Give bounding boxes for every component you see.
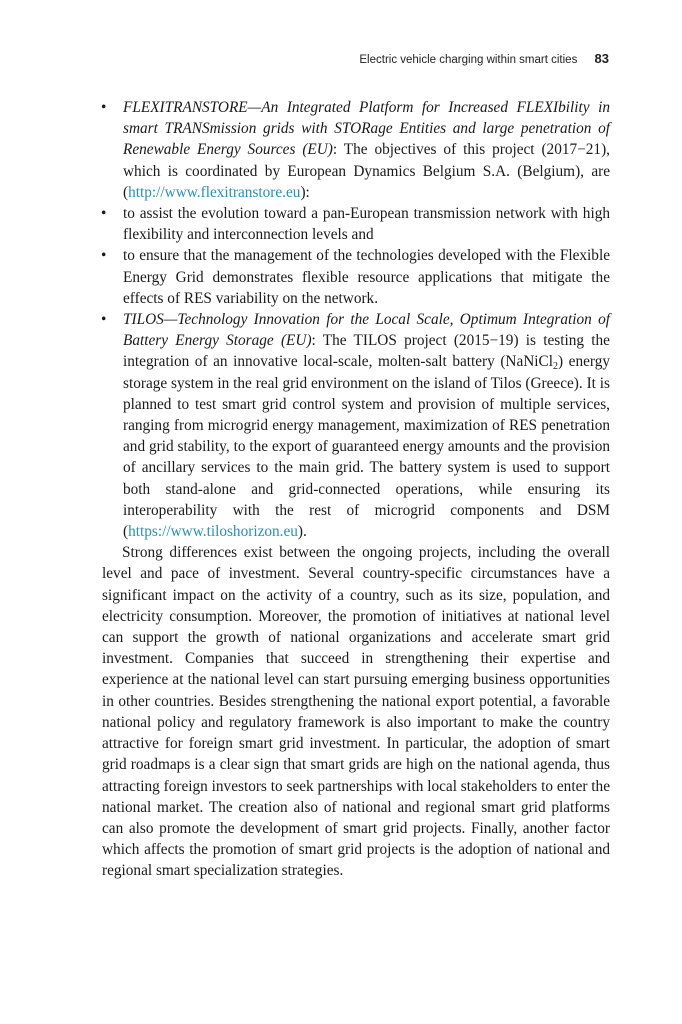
bullet-text: : The TILOS project (2015−19) is testing the integration of an innovative local-scale, molten-salt battery (NaNiCl: [123, 332, 610, 371]
running-header: [0, 51, 609, 66]
subscript: 2: [553, 361, 559, 373]
bullet-flexible-grid: [102, 245, 610, 309]
bullet-text: : The objectives of this project (2017−21), which is coordinated by European Dynamics Belgium S.A. (Belgium), are (: [123, 141, 610, 201]
bullet-marker: •: [101, 205, 107, 223]
project-title: FLEXITRANSTORE—An Integrated Platform for Increased FLEXIbility in smart TRANSmission grids with STORage Entities and large penetration of Renewable Energy Sources (EU): [123, 99, 610, 159]
bullet-marker: •: [101, 247, 107, 265]
bullet-tail: ):: [300, 183, 310, 201]
bullet-pan-european: [102, 203, 610, 245]
flexitranstore-link[interactable]: http://www.flexitranstore.eu: [128, 183, 301, 201]
tilos-link[interactable]: https://www.tiloshorizon.eu: [128, 523, 298, 541]
bullet-tilos: [102, 309, 610, 542]
body-paragraph: Strong differences exist between the ongoing projects, including the overall level and pace of investment. Several country-specific circumstances have a significant impact on the activity of a country, such as its size, population, and electricity consumption. Moreover, the promotion of initiatives at national level can support the growth of national organizations and accelerate smart grid investment. Companies that succeed in strengthening their expertise and experience at the national level can start pursuing emerging business opportunities in other countries. Besides strengthening the national export potential, a favorable national policy and regulatory framework is also important to make the country attractive for foreign smart grid investment. In particular, the adoption of smart grid roadmaps is a clear sign that smart grids are high on the national agenda, thus attracting foreign investors to seek partnerships with local stakeholders to enter the national market. The creation also of national and regional smart grid platforms can also promote the development of smart grid projects. Finally, another factor which affects the promotion of smart grid projects is the adoption of national and regional smart specialization strategies.: [102, 544, 610, 880]
bullet-text-continued: ) energy storage system in the real grid environment on the island of Tilos (Greece). It is planned to test smart grid control system and provision of multiple services, ranging from microgrid energy management, maximization of RES penetration and grid stability, to the export of guaranteed energy amounts and the provision of ancillary services to the main grid. The battery system is used to support both stand-alone and grid-connected operations, while ensuring its interoperability with the rest of microgrid components and DSM (: [123, 353, 610, 541]
running-title: Electric vehicle charging within smart cities: [359, 54, 578, 66]
bullet-text: to assist the evolution toward a pan-European transmission network with high flexibility and interconnection levels and: [123, 205, 610, 244]
bullet-text: to ensure that the management of the technologies developed with the Flexible Energy Grid demonstrates flexible resource applications that mitigate the effects of RES variability on the network.: [123, 247, 610, 307]
page-number: 83: [594, 51, 609, 66]
page-body: [102, 97, 610, 882]
bullet-flexitranstore: [102, 97, 610, 203]
bullet-tail: ).: [297, 523, 307, 541]
project-title: TILOS—Technology Innovation for the Local Scale, Optimum Integration of Battery Energy Storage (EU): [123, 311, 610, 350]
bullet-marker: •: [101, 311, 107, 329]
bullet-marker: •: [101, 99, 107, 116]
